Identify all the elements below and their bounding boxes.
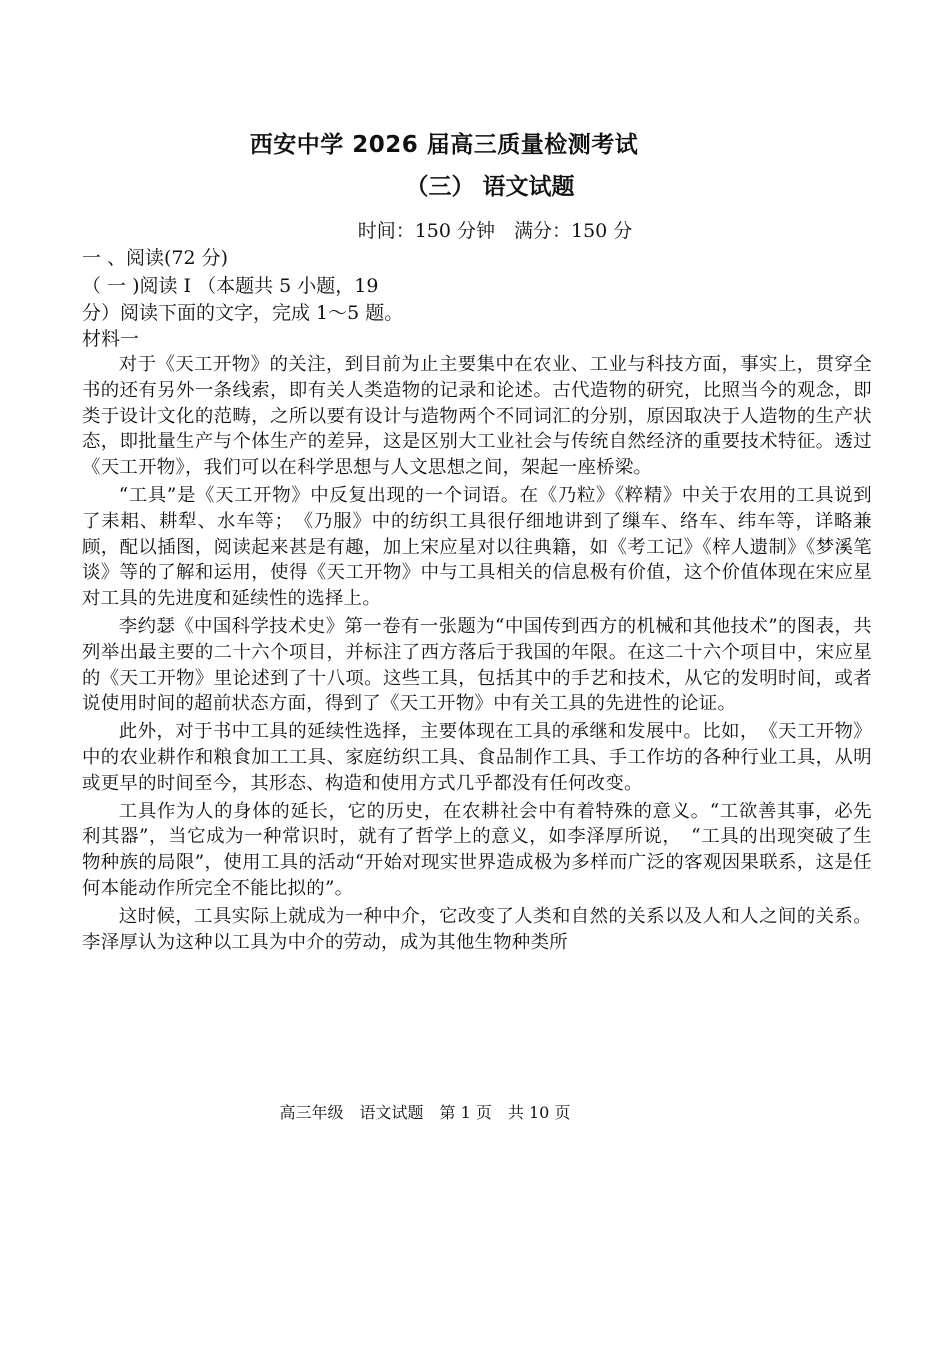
passage-paragraph: “工具”是《天工开物》中反复出现的一个词语。在《乃粒》《粹精》中关于农用的工具说到了耒耜、耕犁、水车等； 《乃服》中的纺织工具很仔细地讲到了缫车、络车、纬车等，详略兼顾，配以插图，阅读起来甚是有趣，加上宋应星对以往典籍，如《考工记》《梓人遗制》《梦溪笔谈》等的了解和运用，使得《天工开物》中与工具相关的信息极有价值，这个价值体现在宋应星对工具的先进度和延续性的选择上。 — [82, 484, 872, 610]
section-heading: 一 、阅读(72 分) — [82, 247, 229, 269]
subsection-line-1: （ 一 )阅读 I （本题共 5 小题，19 — [82, 275, 379, 297]
exam-subtitle: （三） 语文试题 — [405, 174, 575, 200]
material-label: 材料一 — [82, 328, 140, 350]
passage-paragraph: 此外，对于书中工具的延续性选择，主要体现在工具的承继和发展中。比如， 《天工开物》中的农业耕作和粮食加工工具、家庭纺织工具、食品制作工具、手工作坊的各种行业工具，从明或更早的时间至今，其形态、构造和使用方式几乎都没有任何改变。 — [82, 721, 872, 794]
passage-paragraph: 工具作为人的身体的延长，它的历史，在农耕社会中有着特殊的意义。“工欲善其事，必先利其器”，当它成为一种常识时，就有了哲学上的意义，如李泽厚所说， “工具的出现突破了生物种族的局限”，使用工具的活动“开始对现实世界造成极为多样而广泛的客观因果联系，这是任何本能动作所完全不能比拟的”。 — [82, 800, 872, 899]
page-footer: 高三年级 语文试题 第 1 页 共 10 页 — [279, 1103, 571, 1122]
subsection-line-2: 分）阅读下面的文字，完成 1～5 题。 — [82, 302, 404, 324]
passage-paragraph: 李约瑟《中国科学技术史》第一卷有一张题为“中国传到西方的机械和其他技术”的图表，共列举出最主要的二十六个项目，并标注了西方落后于我国的年限。在这二十六个项目中，宋应星的《天工开物》里论述到了十八项。这些工具，包括其中的手艺和技术，从它的发明时间，或者说使用时间的超前状态方面，得到了《天工开物》中有关工具的先进性的论证。 — [82, 615, 872, 715]
time-info: 时间：150 分钟 满分：150 分 — [357, 220, 633, 242]
passage-body — [82, 352, 872, 957]
passage-paragraph: 对于《天工开物》的关注，到目前为止主要集中在农业、工业与科技方面，事实上，贯穿全书的还有另外一条线索，即有关人类造物的记录和论述。古代造物的研究，比照当今的观念，即类于设计文化的范畴，之所以要有设计与造物两个不同词汇的分别，原因取决于人造物的生产状态，即批量生产与个体生产的差异，这是区别大工业社会与传统自然经济的重要技术特征。透过《天工开物》，我们可以在科学思想与人文思想之间，架起一座桥梁。 — [82, 354, 872, 479]
exam-title: 西安中学 2026 届高三质量检测考试 — [249, 132, 639, 158]
passage-paragraph: 这时候，工具实际上就成为一种中介，它改变了人类和自然的关系以及人和人之间的关系。李泽厚认为这种以工具为中介的劳动，成为其他生物种类所 — [82, 905, 872, 953]
